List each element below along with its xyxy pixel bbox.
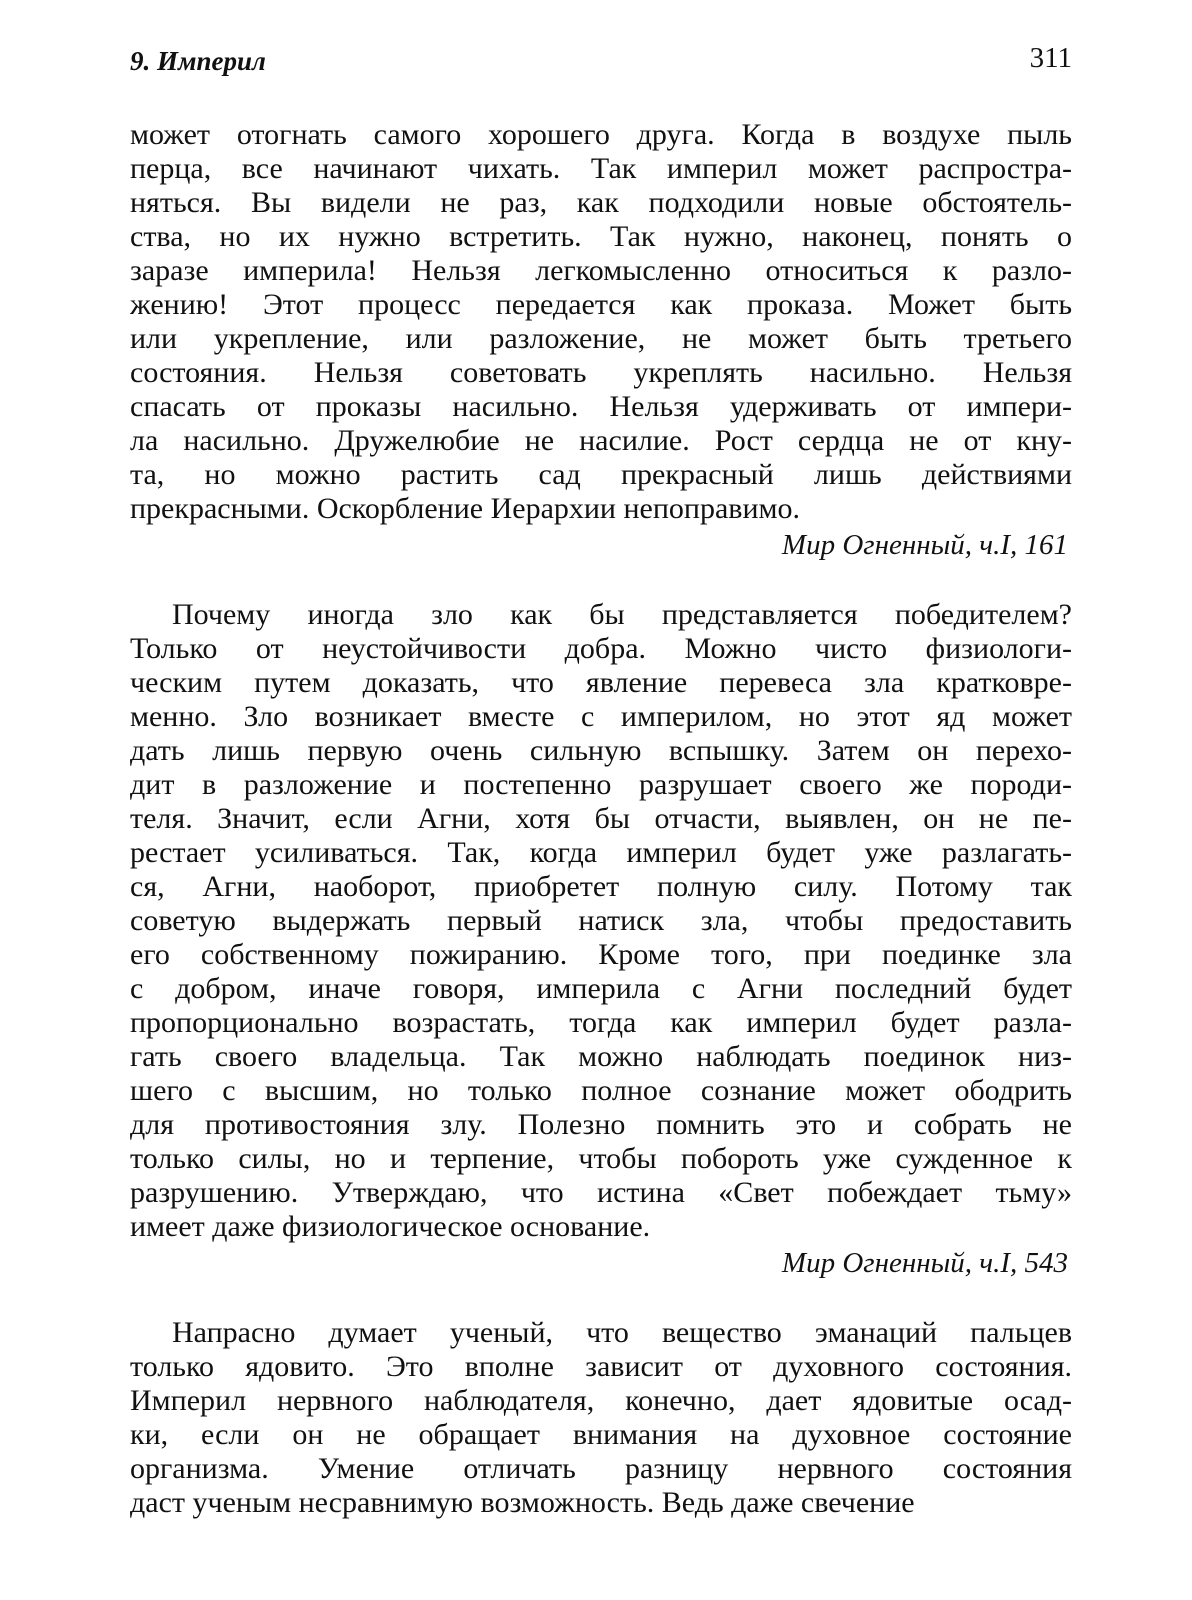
text-line: теля. Значит, если Агни, хотя бы отчасти, выявлен, он не пе- [130, 802, 1072, 835]
text-line: дать лишь первую очень сильную вспышку. Затем он перехо- [130, 734, 1072, 767]
text-line: дит в разложение и постепенно разрушает своего же породи- [130, 768, 1072, 801]
text-line: ства, но их нужно встретить. Так нужно, наконец, понять о [130, 220, 1072, 253]
text-line: спасать от проказы насильно. Нельзя удерживать от импери- [130, 390, 1072, 423]
text-line: состояния. Нельзя советовать укреплять насильно. Нельзя [130, 356, 1072, 389]
paragraph-gap [130, 1282, 1072, 1316]
text-line: заразе империла! Нельзя легкомысленно относиться к разло- [130, 254, 1072, 287]
paragraph-gap [130, 564, 1072, 598]
text-line: Только от неустойчивости добра. Можно чисто физиологи- [130, 632, 1072, 665]
text-line: Империл нервного наблюдателя, конечно, дает ядовитые осад- [130, 1384, 1072, 1417]
text-line: организма. Умение отличать разницу нервного состояния [130, 1452, 1072, 1485]
text-line: ла насильно. Дружелюбие не насилие. Рост сердца не от кну- [130, 424, 1072, 457]
text-line: няться. Вы видели не раз, как подходили новые обстоятель- [130, 186, 1072, 219]
passage [130, 598, 1072, 1282]
chapter-title: 9. Империл [130, 46, 266, 76]
text-line: с добром, иначе говоря, империла с Агни последний будет [130, 972, 1072, 1005]
text-line: ся, Агни, наоборот, приобретет полную силу. Потому так [130, 870, 1072, 903]
text-line: только ядовито. Это вполне зависит от духовного состояния. [130, 1350, 1072, 1383]
text-line: жению! Этот процесс передается как проказа. Может быть [130, 288, 1072, 321]
text-line: гать своего владельца. Так можно наблюдать поединок низ- [130, 1040, 1072, 1073]
text-line: та, но можно растить сад прекрасный лишь действиями [130, 458, 1072, 491]
text-line: советую выдержать первый натиск зла, чтобы предоставить [130, 904, 1072, 937]
text-line: прекрасными. Оскорбление Иерархии непоправимо. [130, 492, 800, 525]
page-number: 311 [1029, 42, 1072, 74]
text-line: менно. Зло возникает вместе с империлом, но этот яд может [130, 700, 1072, 733]
text-line: имеет даже физиологическое основание. [130, 1210, 651, 1243]
source-citation: Мир Огненный, ч.I, 161 [781, 529, 1068, 561]
text-line: для противостояния злу. Полезно помнить это и собрать не [130, 1108, 1072, 1141]
text-line: ки, если он не обращает внимания на духовное состояние [130, 1418, 1072, 1451]
text-line: перца, все начинают чихать. Так империл может распростра- [130, 152, 1072, 185]
text-line: шего с высшим, но только полное сознание может ободрить [130, 1074, 1072, 1107]
text-line: только силы, но и терпение, чтобы побороть уже сужденное к [130, 1142, 1072, 1175]
passage [130, 1316, 1072, 1520]
text-line: может отогнать самого хорошего друга. Когда в воздухе пыль [130, 118, 1072, 151]
text-line: или укрепление, или разложение, не может быть третьего [130, 322, 1072, 355]
passage [130, 118, 1072, 564]
text-line: разрушению. Утверждаю, что истина «Свет побеждает тьму» [130, 1176, 1072, 1209]
text-line: даст ученым несравнимую возможность. Ведь даже свечение [130, 1486, 915, 1519]
text-line: рестает усиливаться. Так, когда империл будет уже разлагать- [130, 836, 1072, 869]
text-line: пропорционально возрастать, тогда как империл будет разла- [130, 1006, 1072, 1039]
body-text [130, 118, 1072, 1520]
text-line: его собственному пожиранию. Кроме того, при поединке зла [130, 938, 1072, 971]
text-line: Напрасно думает ученый, что вещество эманаций пальцев [172, 1316, 1072, 1349]
running-head [130, 42, 1072, 82]
source-citation: Мир Огненный, ч.I, 543 [781, 1247, 1068, 1279]
text-line: ческим путем доказать, что явление перевеса зла кратковре- [130, 666, 1072, 699]
text-line: Почему иногда зло как бы представляется победителем? [172, 598, 1072, 631]
